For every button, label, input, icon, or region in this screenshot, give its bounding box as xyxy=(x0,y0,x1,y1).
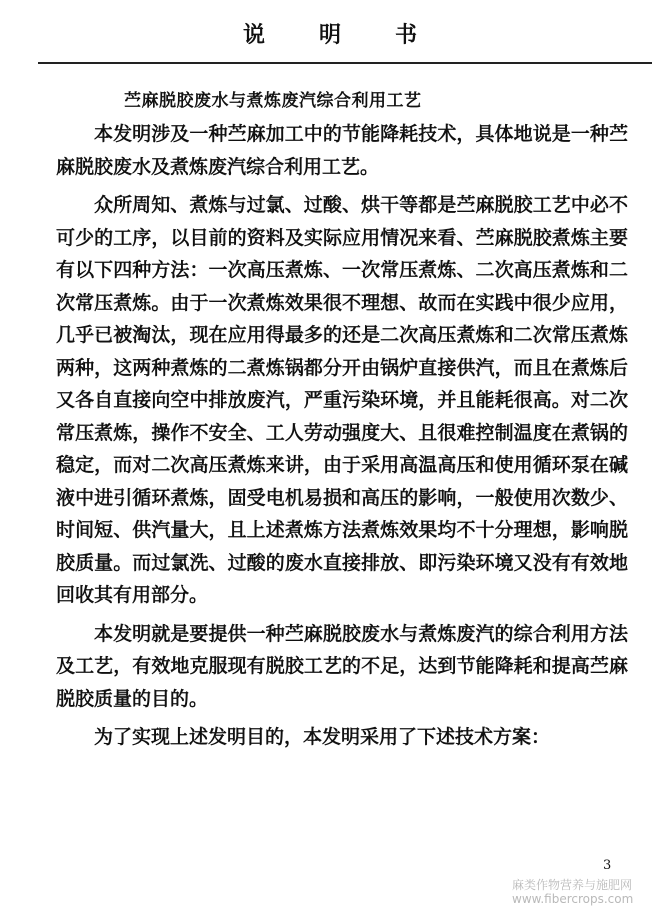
paragraph-field-of-invention: 本发明涉及一种苎麻加工中的节能降耗技术，具体地说是一种苎麻脱胶废水及煮炼废汽综合利用工艺。 xyxy=(56,123,628,178)
page-number: 3 xyxy=(603,858,612,873)
section-header-title: 说明书 xyxy=(242,22,471,48)
document-title: 苎麻脱胶废水与煮炼废汽综合利用工艺 xyxy=(124,91,422,111)
paragraph-background: 众所周知、煮炼与过氯、过酸、烘干等都是苎麻脱胶工艺中必不可少的工序，以目前的资料及实际应用情况来看、苎麻脱胶煮炼主要有以下四种方法：一次高压煮炼、一次常压煮炼、二次高压煮炼和二次常压煮炼。由于一次煮炼效果很不理想、故而在实践中很少应用，几乎已被淘汰，现在应用得最多的还是二次高压煮炼和二次常压煮炼两种，这两种煮炼的二煮炼锅都分开由锅炉直接供汽，而且在煮炼后又各自直接向空中排放废汽，严重污染环境，并且能耗很高。对二次常压煮炼，操作不安全、工人劳动强度大、且很难控制温度在煮锅的稳定，而对二次高压煮炼来讲，由于采用高温高压和使用循环泵在碱液中进引循环煮炼，固受电机易损和高压的影响，一般使用次数少、时间短、供汽量大，且上述煮炼方法煮炼效果均不十分理想，影响脱胶质量。而过氯洗、过酸的废水直接排放、即污染环境又没有有效地回收其有用部分。 xyxy=(56,194,628,606)
watermark-site-name: 麻类作物营养与施肥网 xyxy=(512,878,633,892)
watermark-url: www.fibercrops.com xyxy=(512,892,634,906)
paragraph-objective: 本发明就是要提供一种苎麻脱胶废水与煮炼废汽的综合利用方法及工艺，有效地克服现有脱胶工艺的不足，达到节能降耗和提高苎麻脱胶质量的目的。 xyxy=(56,622,628,710)
site-watermark xyxy=(512,878,633,906)
header-divider xyxy=(38,62,652,64)
paragraph-technical-solution: 为了实现上述发明目的，本发明采用了下述技术方案： xyxy=(94,726,551,748)
document-body xyxy=(56,118,628,754)
